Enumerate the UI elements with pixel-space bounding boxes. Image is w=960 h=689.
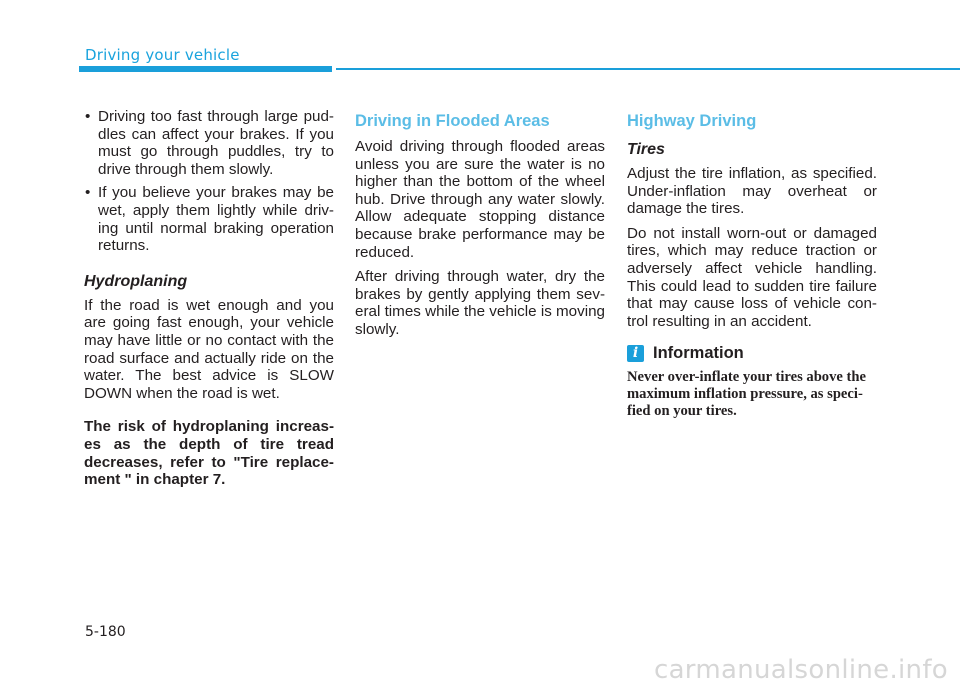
bullet-icon: • bbox=[85, 184, 91, 202]
hydroplaning-heading: Hydroplaning bbox=[84, 272, 188, 290]
tires-paragraph-1: Adjust the tire inflation, as specified. Under-inflation may overheat or damage the tires. bbox=[627, 165, 877, 218]
info-icon: i bbox=[627, 345, 644, 362]
page-number: 5-180 bbox=[85, 624, 126, 640]
column-middle bbox=[355, 108, 605, 346]
highway-driving-title: Highway Driving bbox=[627, 112, 757, 130]
header-title: Driving your vehicle bbox=[85, 46, 240, 64]
header-rule-thick bbox=[79, 66, 332, 72]
list-item bbox=[84, 184, 334, 254]
header-rule-thin bbox=[336, 68, 960, 70]
flooded-paragraph-2: After driving through water, dry the brakes by gently applying them sev- eral times while the vehicle is moving slowly. bbox=[355, 268, 605, 338]
column-right bbox=[627, 108, 877, 420]
column-left bbox=[84, 108, 334, 489]
bullet-icon: • bbox=[85, 108, 91, 125]
tires-paragraph-2: Do not install worn-out or damaged tires, which may reduce traction or adversely affect vehicle handling. This could lead to sudden tire failure that may cause loss of vehicle con- trol resulting in an accident. bbox=[627, 224, 877, 330]
watermark: carmanualsonline.info bbox=[653, 655, 948, 685]
flooded-areas-title: Driving in Flooded Areas bbox=[355, 112, 550, 130]
information-label: Information bbox=[653, 344, 744, 363]
flooded-paragraph-1: Avoid driving through flooded areas unless you are sure the water is no higher than the bottom of the wheel hub. Drive through any water slowly. Allow adequate stopping distance because brake performance may be reduced. bbox=[355, 138, 605, 261]
list-item-text: Driving too fast through large pud- dles can affect your brakes. If you must go through puddles, try to drive through them slowly. bbox=[98, 108, 334, 178]
list-item-text: If you believe your brakes may be wet, apply them lightly while driv- ing until normal braking operation returns. bbox=[98, 184, 334, 255]
hydroplaning-warning: The risk of hydroplaning increas- es as the depth of tire tread decreases, refer to "Tire replace- ment " in chapter 7. bbox=[84, 418, 334, 489]
information-text: Never over-inflate your tires above the maximum inflation pressure, as speci- fied on your tires. bbox=[627, 369, 866, 420]
brake-tips-list bbox=[84, 108, 334, 255]
list-item bbox=[84, 108, 334, 178]
hydroplaning-paragraph: If the road is wet enough and you are going fast enough, your vehicle may have little or no contact with the road surface and actually ride on the water. The best advice is SLOW DOWN when the road is wet. bbox=[84, 296, 334, 402]
information-header bbox=[627, 344, 877, 363]
tires-heading: Tires bbox=[627, 141, 665, 158]
